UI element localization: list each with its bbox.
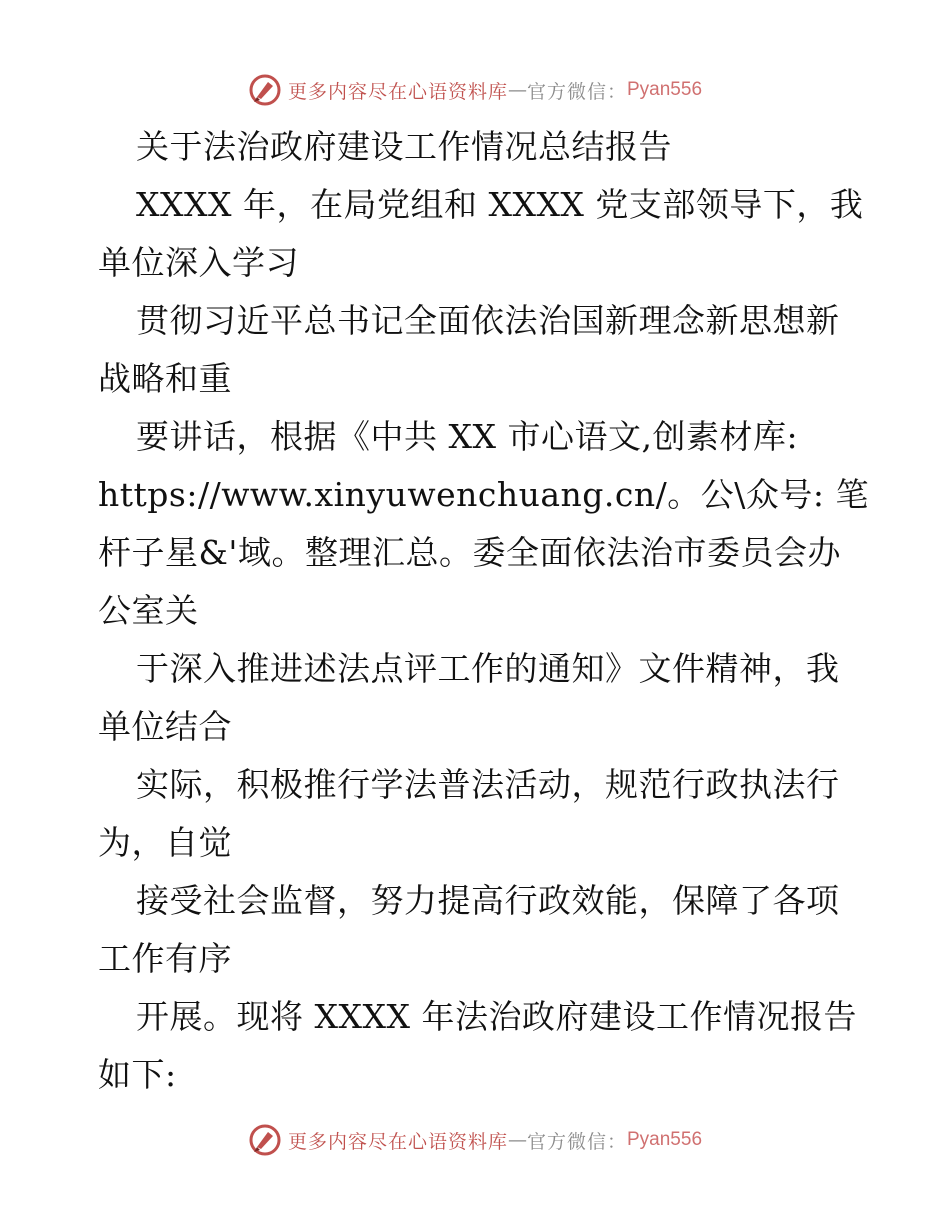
banner-wechat-label: 官方微信： bbox=[526, 1130, 627, 1153]
banner-wechat-id: Pyan556 bbox=[627, 1129, 703, 1150]
paragraph-line: 实际，积极推行学法普法活动，规范行政执法行 bbox=[136, 765, 840, 804]
banner-wechat-label: 官方微信： bbox=[526, 80, 627, 103]
pen-nib-logo-icon bbox=[248, 73, 282, 107]
paragraph-line: 如下: bbox=[98, 1055, 177, 1094]
header-banner bbox=[0, 70, 950, 110]
banner-wechat-id: Pyan556 bbox=[627, 79, 703, 100]
document-body bbox=[98, 118, 869, 1104]
banner-separator: — bbox=[507, 79, 527, 101]
paragraph-line: 贯彻习近平总书记全面依法治国新理念新思想新 bbox=[136, 301, 840, 340]
paragraph-line: 单位深入学习 bbox=[98, 243, 299, 282]
paragraph-line: 公室关 bbox=[98, 591, 199, 630]
paragraph-line: 工作有序 bbox=[98, 939, 232, 978]
paragraph-line: 开展。现将 XXXX 年法治政府建设工作情况报告 bbox=[136, 997, 857, 1036]
banner-main-text: 更多内容尽在心语资料库 bbox=[287, 80, 508, 103]
paragraph-line: 接受社会监督，努力提高行政效能，保障了各项 bbox=[136, 881, 840, 920]
document-title: 关于法治政府建设工作情况总结报告 bbox=[136, 127, 672, 166]
pen-nib-logo-icon bbox=[248, 1123, 282, 1157]
paragraph-line: 杆子星&'域。整理汇总。委全面依法治市委员会办 bbox=[98, 533, 841, 572]
paragraph-line: 为，自觉 bbox=[98, 823, 232, 862]
footer-banner bbox=[0, 1120, 950, 1160]
paragraph-line: 单位结合 bbox=[98, 707, 232, 746]
paragraph-line: 战略和重 bbox=[98, 359, 232, 398]
banner-main-text: 更多内容尽在心语资料库 bbox=[287, 1130, 508, 1153]
banner-separator: — bbox=[507, 1129, 527, 1151]
paragraph-line: 要讲话，根据《中共 XX 市心语文,创素材库: bbox=[136, 417, 799, 456]
paragraph-line: XXXX 年，在局党组和 XXXX 党支部领导下，我 bbox=[136, 185, 864, 224]
paragraph-line: 于深入推进述法点评工作的通知》文件精神，我 bbox=[136, 649, 840, 688]
paragraph-line: https://www.xinyuwenchuang.cn/。公\众号: 笔 bbox=[98, 475, 869, 514]
